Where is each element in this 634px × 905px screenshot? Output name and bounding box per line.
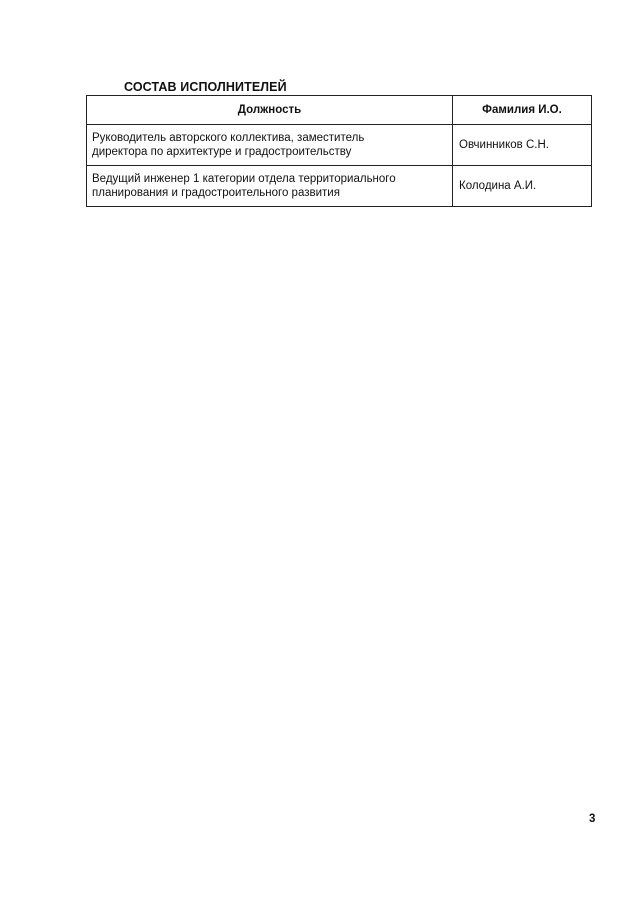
position-line: Ведущий инженер 1 категории отдела территориального	[92, 173, 396, 185]
position-cell	[87, 125, 453, 166]
position-line: планирования и градостроительного развития	[92, 187, 340, 199]
staff-table	[86, 95, 592, 207]
position-line: директора по архитектуре и градостроительству	[92, 146, 352, 158]
name-cell: Овчинников С.Н.	[453, 125, 592, 166]
position-line: Руководитель авторского коллектива, заместитель	[92, 132, 365, 144]
table-header-row	[87, 96, 592, 125]
name-cell: Колодина А.И.	[453, 166, 592, 207]
column-header-name: Фамилия И.О.	[453, 96, 592, 125]
page-title: СОСТАВ ИСПОЛНИТЕЛЕЙ	[124, 80, 287, 94]
page-number: 3	[589, 813, 596, 825]
column-header-position: Должность	[87, 96, 453, 125]
table-row	[87, 166, 592, 207]
table-row	[87, 125, 592, 166]
position-cell	[87, 166, 453, 207]
